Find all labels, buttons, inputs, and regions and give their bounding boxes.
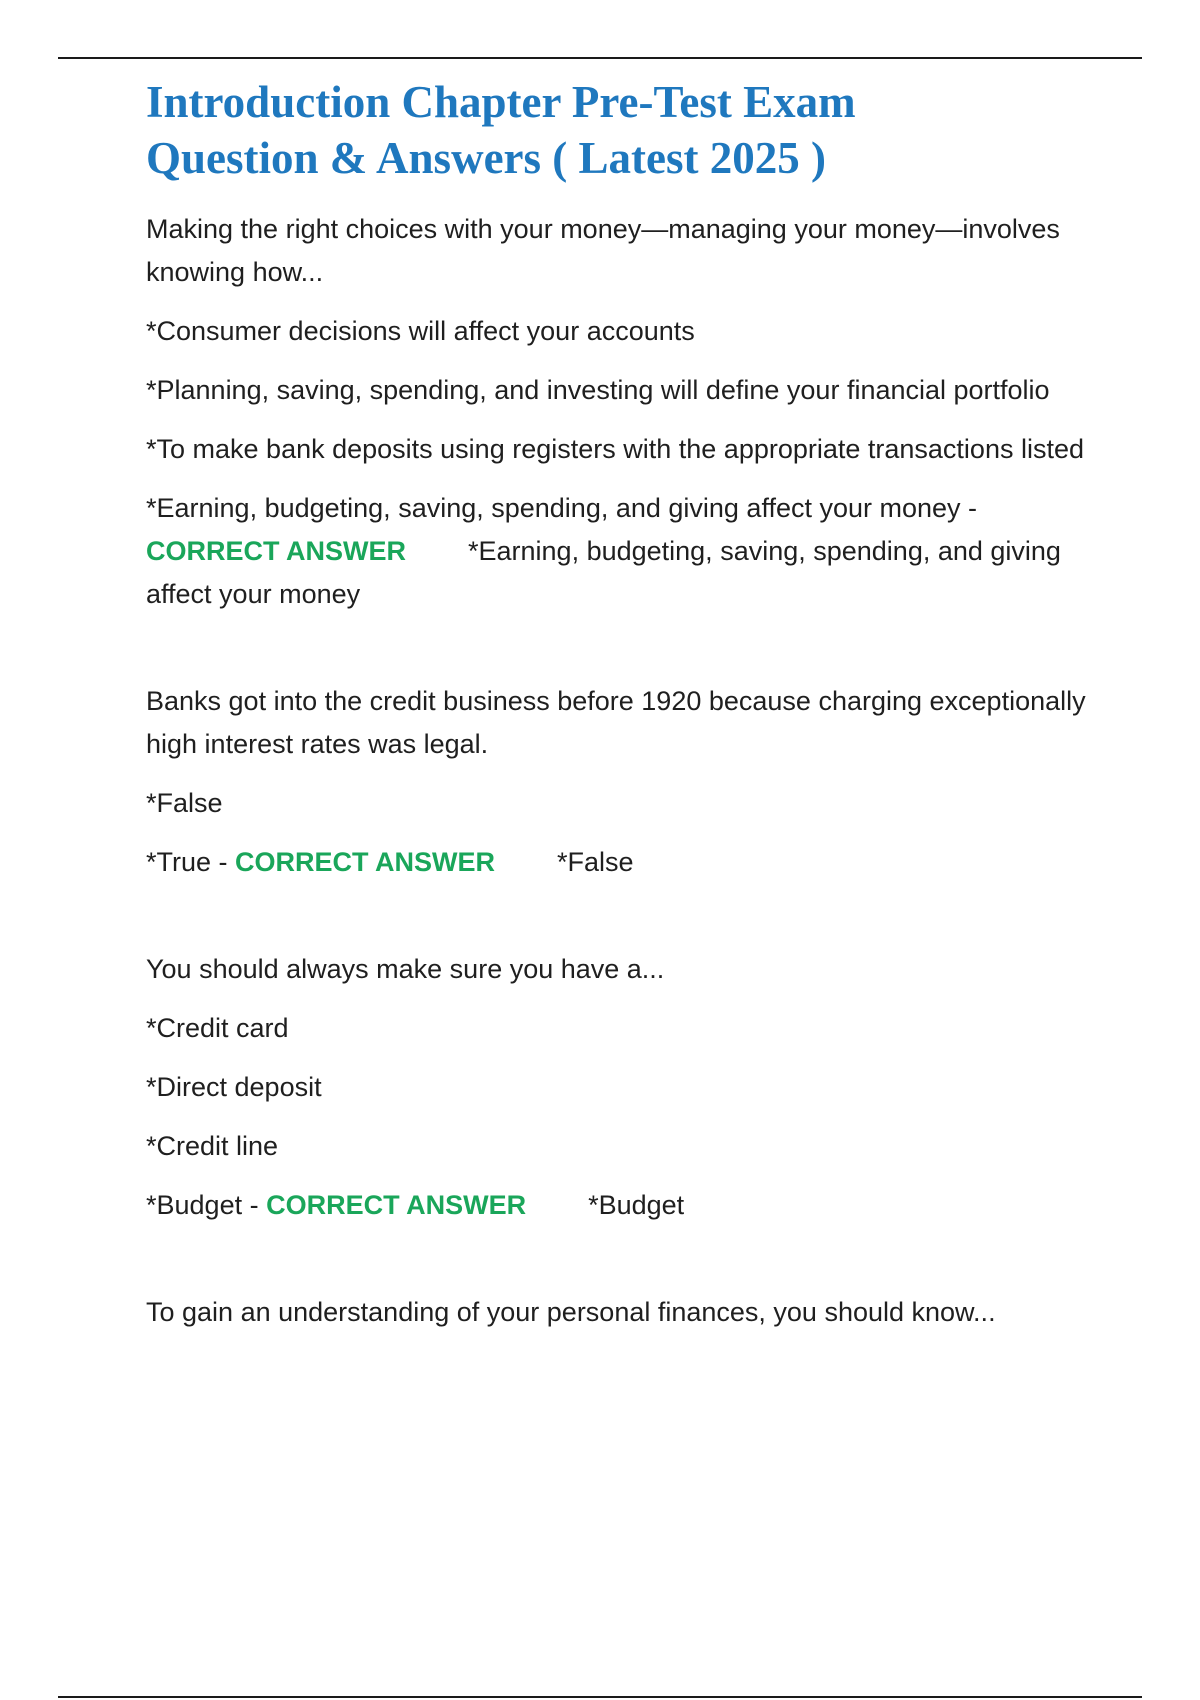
answer-line <box>146 841 1096 884</box>
option: *Budget - <box>146 1190 267 1220</box>
question-block-3 <box>146 948 1096 1227</box>
bottom-rule <box>58 1696 1142 1698</box>
answer-text: *Budget <box>588 1190 685 1220</box>
option: *Credit line <box>146 1131 279 1161</box>
title-line-1: Introduction Chapter Pre-Test Exam <box>146 77 856 127</box>
question-text: You should always make sure you have a... <box>146 954 665 984</box>
answer-text: *False <box>557 847 634 877</box>
document-title <box>146 74 1096 186</box>
option: *False <box>146 788 223 818</box>
title-line-2: Question & Answers ( Latest 2025 ) <box>146 133 826 183</box>
correct-answer-label: CORRECT ANSWER <box>266 1190 527 1220</box>
option: *Credit card <box>146 1013 289 1043</box>
question-block-1 <box>146 208 1096 616</box>
option: *Planning, saving, spending, and investing will define your financial portfolio <box>146 375 1050 405</box>
top-rule <box>58 57 1142 59</box>
option: *To make bank deposits using registers with the appropriate transactions listed <box>146 434 1084 464</box>
document-body <box>146 74 1096 1350</box>
answer-text: *Earning, budgeting, saving, spending, and giving affect your money <box>146 536 1061 609</box>
question-text: Making the right choices with your money—managing your money—involves knowing how... <box>146 214 1060 287</box>
answer-line <box>146 487 1096 616</box>
correct-answer-label: CORRECT ANSWER <box>146 536 406 566</box>
question-text: Banks got into the credit business before 1920 because charging exceptionally high interest rates was legal. <box>146 686 1086 759</box>
question-block-2 <box>146 680 1096 884</box>
option: *Direct deposit <box>146 1072 322 1102</box>
question-block-4 <box>146 1291 1096 1334</box>
question-text: To gain an understanding of your personal finances, you should know... <box>146 1297 996 1327</box>
answer-line <box>146 1184 1096 1227</box>
correct-answer-label: CORRECT ANSWER <box>235 847 496 877</box>
option: *True - <box>146 847 236 877</box>
option: *Earning, budgeting, saving, spending, and giving affect your money - <box>146 493 978 523</box>
option: *Consumer decisions will affect your accounts <box>146 316 695 346</box>
